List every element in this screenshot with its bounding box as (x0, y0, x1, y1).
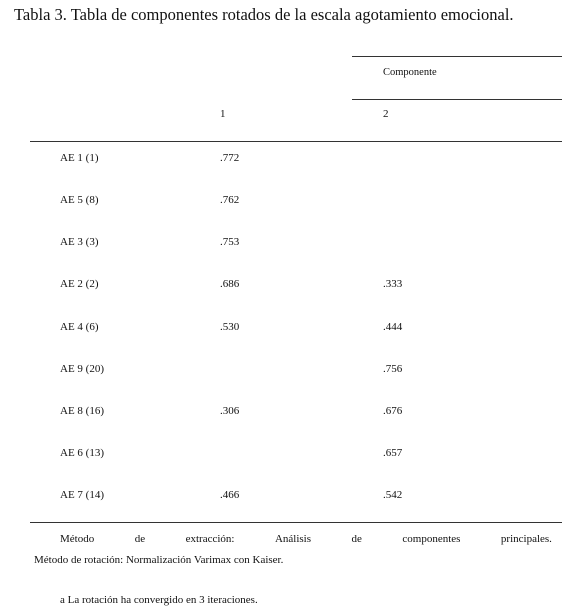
rotation-method-note: Método de rotación: Normalización Varimax con Kaiser. (34, 554, 284, 566)
convergence-note: a La rotación ha convergido en 3 iteraciones. (60, 594, 258, 606)
cell-component-1: .306 (220, 405, 240, 417)
table-title: Tabla 3. Tabla de componentes rotados de la escala agotamiento emocional. (14, 5, 514, 24)
row-label: AE 9 (20) (60, 363, 104, 375)
cell-component-1: .530 (220, 321, 240, 333)
row-label: AE 1 (1) (60, 152, 99, 164)
column-header-1: 1 (220, 108, 226, 120)
group-header-rule (352, 99, 562, 100)
cell-component-1: .753 (220, 236, 240, 248)
cell-component-2: .333 (383, 278, 403, 290)
column-header-2: 2 (383, 108, 389, 120)
cell-component-1: .466 (220, 489, 240, 501)
header-bottom-rule (30, 141, 562, 142)
row-label: AE 3 (3) (60, 236, 99, 248)
extraction-method-note (60, 533, 552, 545)
cell-component-2: .444 (383, 321, 403, 333)
cell-component-1: .686 (220, 278, 240, 290)
cell-component-2: .657 (383, 447, 403, 459)
group-header-componente: Componente (383, 67, 437, 78)
cell-component-2: .676 (383, 405, 403, 417)
footer-word: Análisis (274, 533, 312, 545)
row-label: AE 6 (13) (60, 447, 104, 459)
top-rule (352, 56, 562, 57)
footer-word: Método (60, 533, 95, 545)
footer-word: principales. (500, 533, 552, 545)
row-label: AE 2 (2) (60, 278, 99, 290)
row-label: AE 4 (6) (60, 321, 99, 333)
cell-component-2: .756 (383, 363, 403, 375)
row-label: AE 5 (8) (60, 194, 99, 206)
table-bottom-rule (30, 522, 562, 523)
footer-word: de (134, 533, 146, 545)
cell-component-2: .542 (383, 489, 403, 501)
cell-component-1: .762 (220, 194, 240, 206)
footer-word: extracción: (185, 533, 235, 545)
row-label: AE 7 (14) (60, 489, 104, 501)
cell-component-1: .772 (220, 152, 240, 164)
row-label: AE 8 (16) (60, 405, 104, 417)
footer-word: de (351, 533, 362, 545)
footer-word: componentes (402, 533, 461, 545)
